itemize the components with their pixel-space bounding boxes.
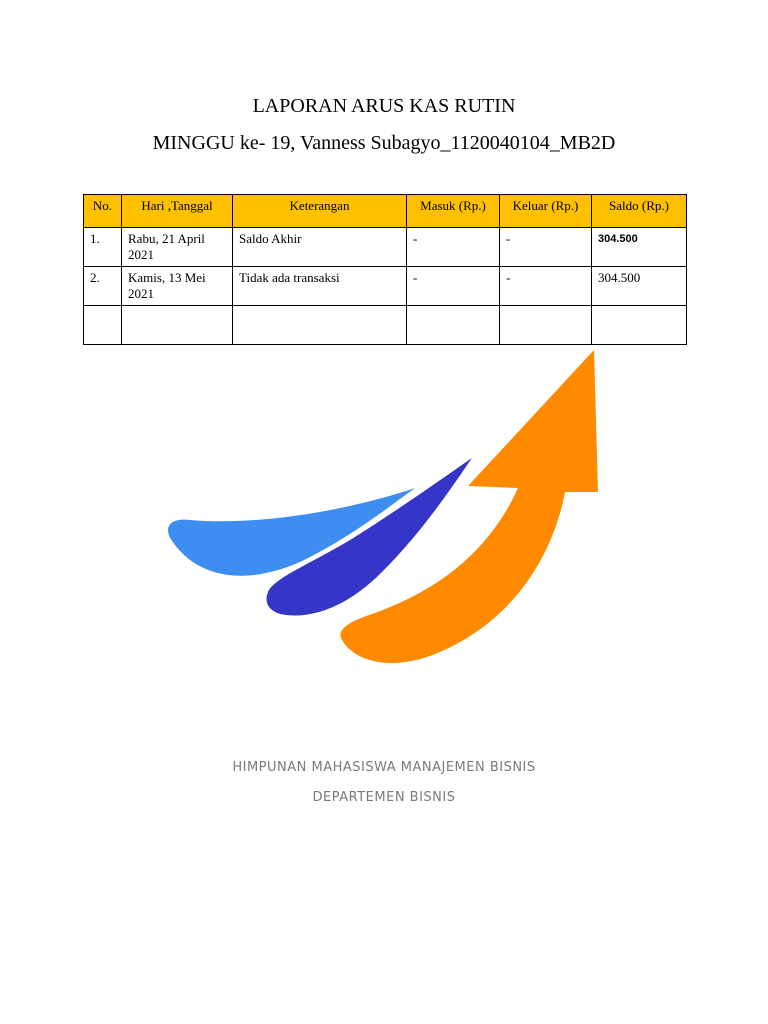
- cell-date: Rabu, 21 April 2021: [122, 228, 233, 267]
- cell-balance: 304.500: [592, 267, 687, 306]
- cell-no: 1.: [84, 228, 122, 267]
- cell-balance: [592, 306, 687, 345]
- cell-date: Kamis, 13 Mei 2021: [122, 267, 233, 306]
- table-row: [84, 228, 687, 267]
- cell-expense: [500, 306, 592, 345]
- column-header-income: Masuk (Rp.): [407, 195, 500, 228]
- cell-description: Saldo Akhir: [233, 228, 407, 267]
- growth-arrow-logo-icon: [150, 340, 620, 680]
- table-row: [84, 306, 687, 345]
- cell-no: 2.: [84, 267, 122, 306]
- report-subtitle: MINGGU ke- 19, Vanness Subagyo_1120040104_MB2D: [152, 132, 616, 154]
- table-header-row: [84, 195, 687, 228]
- report-title: LAPORAN ARUS KAS RUTIN: [252, 95, 516, 117]
- cell-expense: -: [500, 228, 592, 267]
- cell-expense: -: [500, 267, 592, 306]
- column-header-no: No.: [84, 195, 122, 228]
- cell-no: [84, 306, 122, 345]
- footer-department: DEPARTEMEN BISNIS: [312, 790, 456, 805]
- cell-income: -: [407, 267, 500, 306]
- cell-income: -: [407, 228, 500, 267]
- cell-date: [122, 306, 233, 345]
- table-row: [84, 267, 687, 306]
- cell-description: Tidak ada transaksi: [233, 267, 407, 306]
- footer-organization: HIMPUNAN MAHASISWA MANAJEMEN BISNIS: [232, 760, 536, 775]
- column-header-description: Keterangan: [233, 195, 407, 228]
- column-header-expense: Keluar (Rp.): [500, 195, 592, 228]
- column-header-date: Hari ,Tanggal: [122, 195, 233, 228]
- column-header-balance: Saldo (Rp.): [592, 195, 687, 228]
- cell-balance: 304.500: [592, 228, 687, 267]
- cash-flow-table: [83, 194, 687, 345]
- cell-description: [233, 306, 407, 345]
- cell-income: [407, 306, 500, 345]
